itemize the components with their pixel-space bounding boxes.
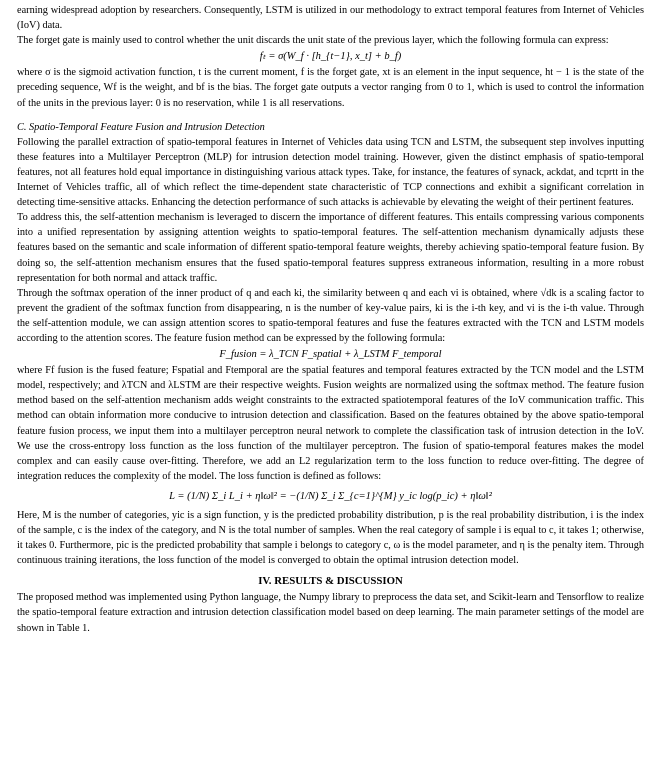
equation-loss xyxy=(17,488,644,505)
paragraph-softmax: Through the softmax operation of the inner product of q and each ki, the similarity between q and each vi is obtained, where √dk is a scaling factor to prevent the gradient of the softmax function from disappearing, n is the number of key-value pairs, ki is the i-th key, and vi is the i-th value. Through the self-attention module, we can assign attention scores to spatio-temporal features and fuse the features extracted with the TCN and LSTM models according to the attention scores. The feature fusion method can be expressed by the following formula: xyxy=(17,287,644,344)
paragraph-loss-vars: Here, M is the number of categories, yic is a sign function, y is the predicted probability distribution, p is the real probability distribution, i is the index of the sample, c is the index of the category, and N is the total number of samples. When the real category of sample i is equal to c, it takes 1; otherwise, it takes 0. Furthermore, pic is the predicted probability that sample i belongs to category c, ω is the model parameter, and η is the penalty item. Through continuous training iterations, the loss function of the model is converged to obtain the optimal intrusion detection model. xyxy=(17,509,644,567)
paragraph-forget-gate: The forget gate is mainly used to control whether the unit discards the unit state of the previous layer, which the following formula can express: xyxy=(17,35,609,47)
paragraph-self-attention: To address this, the self-attention mechanism is leveraged to discern the importance of different features. This entails compressing various components into a unified representation by assigning attention weights to spatio-temporal features. The self-attention mechanism dynamically adjusts these features based on the semantic and scale information of different spatio-temporal feature weights, thereby achieving spatio-temporal feature fusion. By doing so, the self-attention mechanism ensures that the fused spatio-temporal features suppress extraneous information, resulting in a more robust representation for both normal and attack traffic. xyxy=(17,212,644,284)
section-heading-results: IV. RESULTS & DISCUSSION xyxy=(258,575,403,588)
equation-fusion-text: F_fusion = λ_TCN F_spatial + λ_LSTM F_temporal xyxy=(219,349,442,361)
equation-forget-gate-text: fₜ = σ(W_f · [h_{t−1}, x_t] + b_f) xyxy=(259,51,402,63)
paragraph-fusion-explained: where Ff fusion is the fused feature; Fspatial and Ftemporal are the spatial features and temporal features extracted by the TCN model and the LSTM model, respectively; and λTCN and λLSTM are their respective weights. Fusion weights are normalized using the softmax method. The feature fusion method based on the self-attention mechanism adds weight constraints to the extracted spatiotemporal features of the IoV communication traffic. This method can obtain information more conducive to intrusion detection and classification. Based on the features obtained by the above spatio-temporal feature fusion process, we input them into a multilayer perceptron neural network to complete the classification task of intrusion detection in the IoV. We use the cross-entropy loss function as the loss function of the multilayer perceptron. The fusion of spatio-temporal features makes the model complex and can easily cause over-fitting. Therefore, we add an L2 regularization term to the loss function to reduce over-fitting. The degree of integration reduces the complexity of the model. The loss function is defined as follows: xyxy=(17,365,644,482)
equation-fusion xyxy=(17,347,644,362)
paragraph-feature-fusion: Following the parallel extraction of spatio-temporal features in Internet of Vehicles data using TCN and LSTM, the subsequent step involves inputting these features into a Multilayer Perceptron (MLP) for intrusion detection model training. However, given the distinct emphasis of spatio-temporal features, not all features hold equal importance in distinguishing various attack types. Take, for instance, the features of synack, ackdat, and tcprtt in the Internet of Vehicles traffic, all of which reflect the time-dependent state characteristic of TCP connections and exhibit a significant correlation in detecting time-sensitive attacks. Enhancing the detection performance of such attacks is achievable by elevating the weight of their pertinent features. xyxy=(17,136,644,209)
equation-loss-text: L = (1/N) Σ_i L_i + η‖ω‖² = −(1/N) Σ_i Σ_{c=1}^{M} y_ic log(p_ic) + η‖ω‖² xyxy=(169,490,492,502)
paragraph-implementation: The proposed method was implemented using Python language, the Numpy library to preprocess the data set, and Scikit-learn and Tensorflow to realize the spatio-temporal feature extraction and intrusion detection classification model based on deep learning. The main parameter settings of the model are shown in Table 1. xyxy=(17,592,644,634)
paragraph-lstm-intro: earning widespread adoption by researchers. Consequently, LSTM is utilized in our methodology to extract temporal features from Internet of Vehicles (IoV) data. xyxy=(17,5,644,32)
equation-forget-gate xyxy=(17,49,644,64)
subsection-heading-c: C. Spatio-Temporal Feature Fusion and Intrusion Detection xyxy=(17,121,265,133)
paragraph-forget-gate-vars: where σ is the sigmoid activation function, t is the current moment, f is the forget gate, xt is an element in the input sequence, ht − 1 is the state of the preceding sequence, Wf is the weight, and bf is the bias. The forget gate outputs a vector ranging from 0 to 1, which is used to control the information of the units in the previous layer: 0 is no reservation, while 1 is all reservations. xyxy=(17,67,644,109)
